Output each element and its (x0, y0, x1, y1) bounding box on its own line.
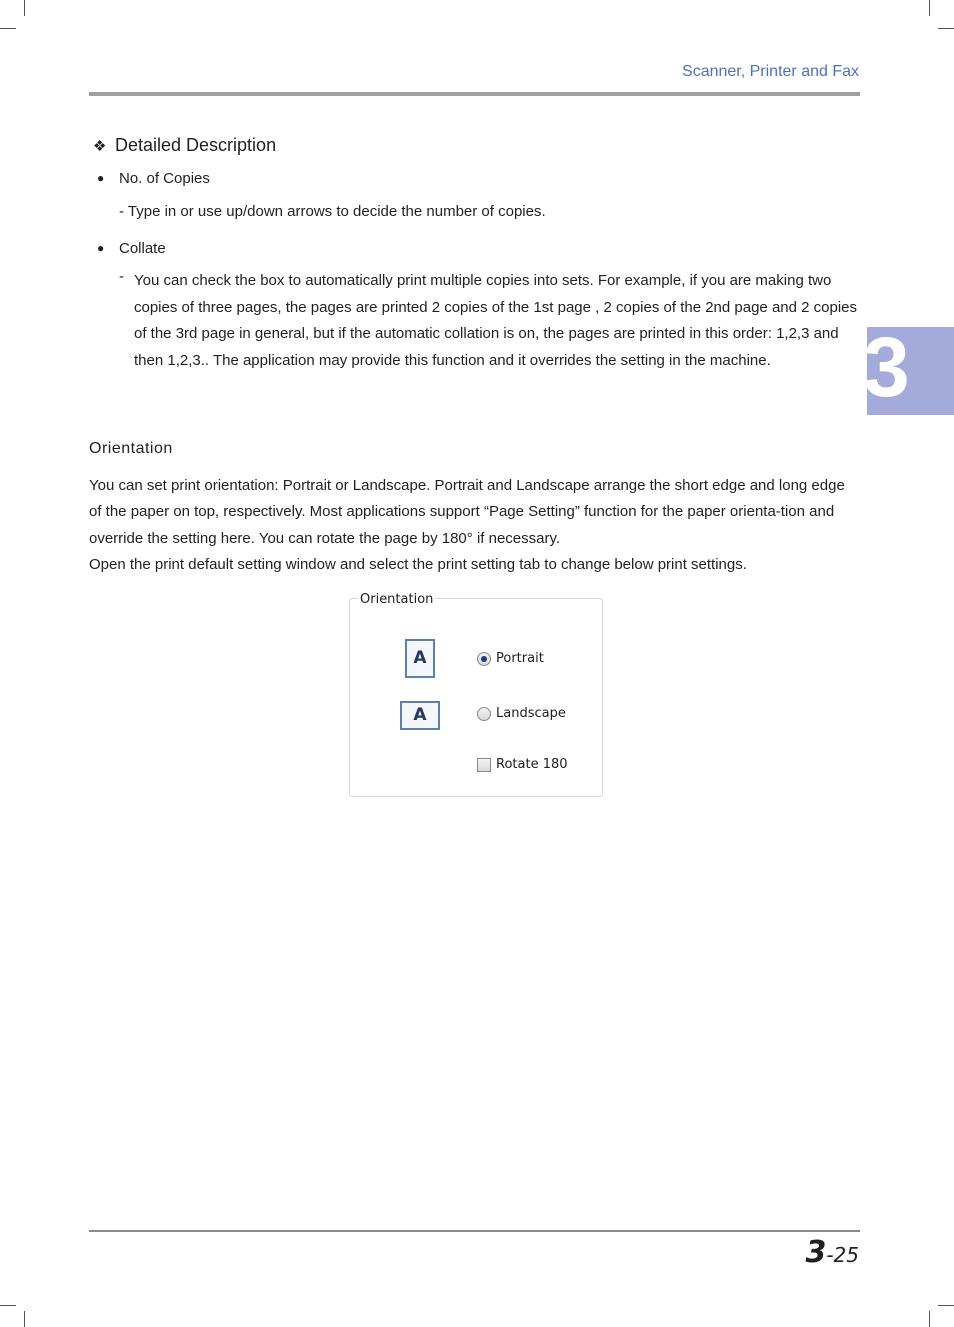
section-heading (93, 135, 276, 156)
paragraph: You can set print orientation: Portrait or Landscape. Portrait and Landscape arrange the short edge and long edge of the paper on top, respectively. Most applications support “Page Setting” function for the paper orienta-tion and override the setting here. You can rotate the page by 180° if necessary. (89, 477, 845, 547)
footer-rule (89, 1230, 860, 1232)
running-header: Scanner, Printer and Fax (682, 63, 859, 80)
crop-mark (929, 0, 930, 16)
collate-description: You can check the box to automatically print multiple copies into sets. For example, if you are making two copies of three pages, the pages are printed 2 copies of the 1st page , 2 copies of the 2nd page and 2 copies of the 3rd page in general, but if the automatic collation is on, the pages are printed in this order: 1,2,3 and then 1,2,3.. The application may provide this function and it overrides the setting in the machine. (134, 272, 858, 369)
chapter-tab (863, 320, 954, 415)
crop-mark (929, 1311, 930, 1327)
portrait-page-icon: A (405, 639, 435, 678)
crop-mark (0, 1305, 16, 1306)
list-item (97, 238, 166, 259)
portrait-radio[interactable] (477, 652, 491, 666)
chapter-tab-number: 3 (863, 320, 910, 414)
list-item-label: No. of Copies (119, 170, 210, 187)
bullet-dot-icon: ● (97, 241, 105, 255)
landscape-radio[interactable] (477, 707, 491, 721)
page-number-chapter: 3 (805, 1235, 827, 1270)
body-text (89, 473, 859, 578)
diamond-bullet-icon: ❖ (93, 138, 107, 155)
landscape-page-icon: A (400, 701, 440, 730)
subsection-title: Orientation (89, 440, 173, 457)
groupbox-legend: Orientation (360, 592, 434, 607)
list-item-label: Collate (119, 240, 166, 257)
crop-mark (24, 0, 25, 16)
rotate-180-checkbox[interactable] (477, 758, 491, 772)
list-item (97, 168, 210, 189)
orientation-groupbox (349, 592, 603, 797)
crop-mark (0, 28, 16, 29)
landscape-label[interactable]: Landscape (496, 706, 566, 721)
crop-mark (24, 1311, 25, 1327)
header-rule (89, 92, 860, 96)
rotate-180-label[interactable]: Rotate 180 (496, 757, 568, 772)
bullet-dot-icon: ● (97, 171, 105, 185)
page-number-page: -25 (826, 1243, 859, 1267)
crop-mark (938, 1305, 954, 1306)
list-item-detail: - Type in or use up/down arrows to decide the number of copies. (119, 203, 546, 220)
paragraph: Open the print default setting window and select the print setting tab to change below print settings. (89, 555, 747, 573)
section-title: Detailed Description (115, 135, 277, 155)
crop-mark (938, 28, 954, 29)
page-number (805, 1235, 859, 1270)
list-item-detail (119, 268, 859, 374)
dash-marker: - (119, 268, 124, 285)
portrait-label[interactable]: Portrait (496, 651, 544, 666)
